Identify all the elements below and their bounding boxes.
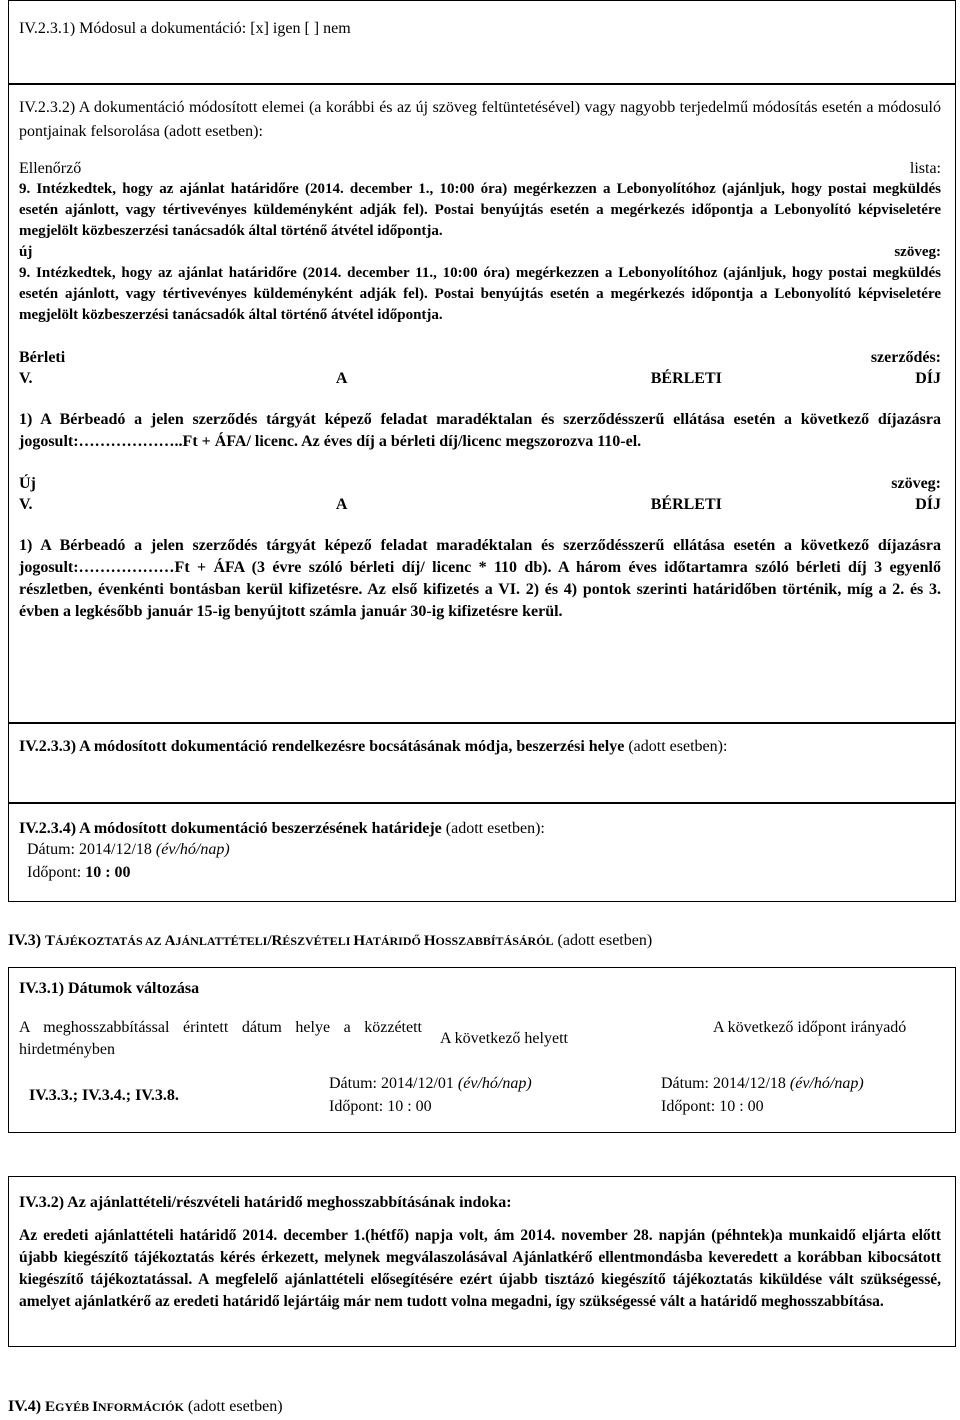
new-time: Időpont: 10 : 00 xyxy=(661,1098,764,1115)
old-text-9: 9. Intézkedtek, hogy az ajánlat határidőre (2014. december 1., 10:00 óra) megérkezzen a Lebonyolítóhoz (ajánljuk, hogy postai megküldés esetén ajánlott, vagy tértivevényes küldeményként adják fel). Postai benyújtás esetén a megérkezés időpontja a Lebonyolító képviseletére megjelölt közbeszerzési tanácsadók által történő átvétel időpontja. xyxy=(19,181,941,239)
ellenorzo-line: Ellenőrző lista: xyxy=(19,160,941,177)
old-time: Időpont: 10 : 00 xyxy=(329,1098,432,1115)
section-iv-2-3-1 xyxy=(8,0,956,84)
col-header-2: A következő helyett xyxy=(440,1030,568,1047)
v-berleti-dij-heading: V. A BÉRLETI DÍJ xyxy=(19,370,941,387)
section-iv-2-3-4 xyxy=(8,803,956,902)
col-header-3: A következő időpont irányadó xyxy=(713,1019,907,1036)
uj-szoveg-line: új szöveg: xyxy=(19,244,941,260)
iv-4-heading: IV.4) EGYÉB INFORMÁCIÓK (adott esetben) xyxy=(8,1398,283,1415)
indoka-title: IV.3.2) Az ajánlattételi/részvételi határidő meghosszabbításának indoka: xyxy=(19,1194,512,1211)
iv-3-heading: IV.3) TÁJÉKOZTATÁS AZ AJÁNLATTÉTELI/RÉSZVÉTELI HATÁRIDŐ HOSSZABBÍTÁSÁRÓL (adott esetben) xyxy=(8,932,653,949)
datumok-valtozasa-title: IV.3.1) Dátumok változása xyxy=(19,980,200,997)
indoka-body: Az eredeti ajánlattételi határidő 2014. december 1.(hétfő) napja volt, ám 2014. november 28. napján (péhntek)a munkaidő eljárta előtt újabb kiegészítő tájékoztatás kérés érkezett, melynek megválaszolásával Ajánlatkérő ellentmondásba keveredett a korábban kibocsátott kiegészítő tájékoztatással. A megfelelő ajánlattételi elősegítésére ezért újabb tisztázó kiegészítő tájékoztatás kiküldése vált szükségessé, amelyet ajánlatkérő az eredeti határidő lejártáig már nem tudott volna megadni, így szükségessé vált a határidő meghosszabbítása. xyxy=(19,1227,941,1310)
section-heading: IV.2.3.2) A dokumentáció módosított elemei (a korábbi és az új szöveg feltüntetésével) vagy nagyobb terjedelmű módosítás esetén a módosuló pontjainak felsorolása (adott esetben): xyxy=(19,99,941,140)
new-datum: Dátum: 2014/12/18 (év/hó/nap) xyxy=(661,1075,864,1092)
row-ref: IV.3.3.; IV.3.4.; IV.3.8. xyxy=(29,1087,179,1104)
section-iv-2-3-3 xyxy=(8,723,956,803)
modosul-line: IV.2.3.1) Módosul a dokumentáció: [x] igen [ ] nem xyxy=(19,20,351,37)
new-text-9: 9. Intézkedtek, hogy az ajánlat határidőre (2014. december 11., 10:00 óra) megérkezzen a Lebonyolítóhoz (ajánljuk, hogy postai megküldés esetén ajánlott, vagy tértivevényes küldeményként adják fel). Postai benyújtás esetén a megérkezés időpontja a Lebonyolító képviseletére megjelölt közbeszerzési tanácsadók által történő átvétel időpontja. xyxy=(19,265,941,323)
section-iv-3-1 xyxy=(8,967,956,1133)
datum-line: Dátum: 2014/12/18 (év/hó/nap) xyxy=(27,841,230,858)
section-iv-2-3-2 xyxy=(8,84,956,723)
section-iv-3-2 xyxy=(8,1176,956,1347)
old-datum: Dátum: 2014/12/01 (év/hó/nap) xyxy=(329,1075,532,1092)
uj-szoveg-line-2: Új szöveg: xyxy=(19,475,941,492)
berleti-line: Bérleti szerződés: xyxy=(19,349,941,366)
v-berleti-dij-heading-2: V. A BÉRLETI DÍJ xyxy=(19,496,941,513)
new-text-berleti-dij: 1) A Bérbeadó a jelen szerződés tárgyát képező feladat maradéktalan és szerződésszerű ellátása esetén a következő díjazásra jogosult:………………Ft + ÁFA (3 évre szóló bérleti díj/ licenc * 110 db). A három éves időtartamra szóló bérleti díj 3 egyenlő részletben, évenkénti bontásban kerül kifizetésre. Az első kifizetés a VI. 2) és 4) pontok szerinti határidőben történik, míg a 2. és 3. évben a legkésőbb január 15-ig benyújtott számla január 30-ig kifizetésre kerül. xyxy=(19,537,941,620)
section-heading-4: IV.2.3.4) A módosított dokumentáció beszerzésének határideje (adott esetben): xyxy=(19,820,545,837)
col-header-1: A meghosszabbítással érintett dátum helye a közzétett hirdetményben xyxy=(19,1019,422,1058)
section-heading-3: IV.2.3.3) A módosított dokumentáció rendelkezésre bocsátásának módja, beszerzési helye (adott esetben): xyxy=(19,738,728,755)
old-text-berleti-dij: 1) A Bérbeadó a jelen szerződés tárgyát képező feladat maradéktalan és szerződésszerű ellátása esetén a következő díjazásra jogosult:………………..Ft + ÁFA/ licenc. Az éves díj a bérleti díj/licenc megszorozva 110-el. xyxy=(19,411,941,450)
idopont-line: Időpont: 10 : 00 xyxy=(27,864,131,881)
